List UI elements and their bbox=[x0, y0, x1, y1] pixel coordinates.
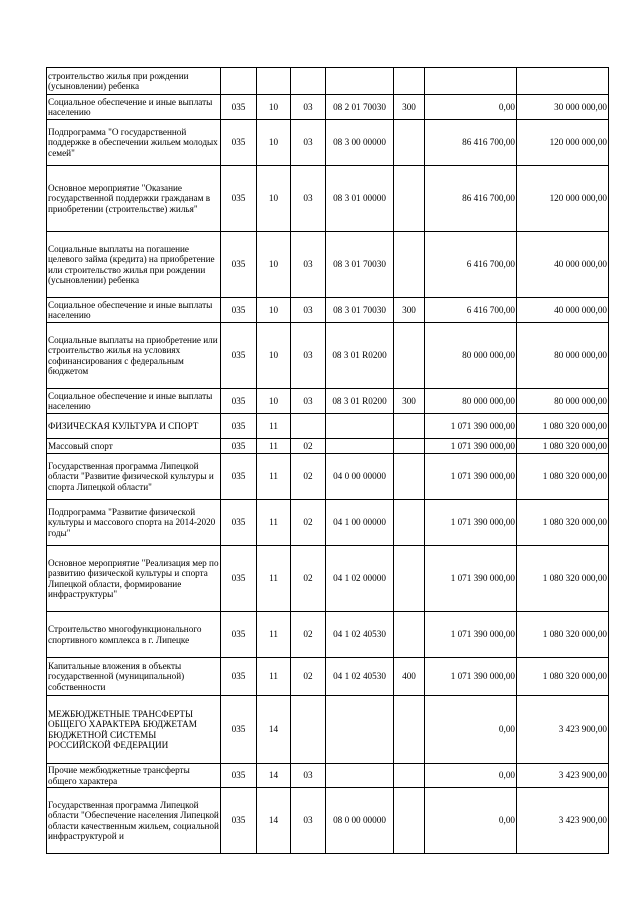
row-name: Строительство многофункционального спортивного комплекса в г. Липецке bbox=[47, 612, 221, 658]
row-amount-year2: 1 080 320 000,00 bbox=[517, 414, 609, 439]
row-subsection: 02 bbox=[291, 500, 326, 546]
row-amount-year1: 6 416 700,00 bbox=[425, 298, 517, 323]
row-amount-year2: 40 000 000,00 bbox=[517, 232, 609, 298]
row-section: 11 bbox=[257, 658, 291, 696]
row-section: 10 bbox=[257, 95, 291, 120]
row-subsection bbox=[291, 68, 326, 95]
row-target-article: 08 3 01 R0200 bbox=[326, 323, 394, 389]
row-section: 11 bbox=[257, 439, 291, 454]
row-amount-year2: 80 000 000,00 bbox=[517, 323, 609, 389]
row-subsection: 03 bbox=[291, 120, 326, 166]
table-row bbox=[47, 232, 609, 298]
row-expense-type bbox=[394, 68, 425, 95]
row-name: Подпрограмма "О государственной поддержке в обеспечении жильем молодых семей" bbox=[47, 120, 221, 166]
row-name: Капитальные вложения в объекты государственной (муниципальной) собственности bbox=[47, 658, 221, 696]
row-code: 035 bbox=[221, 658, 257, 696]
row-expense-type bbox=[394, 696, 425, 764]
row-amount-year1: 86 416 700,00 bbox=[425, 120, 517, 166]
row-target-article bbox=[326, 439, 394, 454]
row-section: 10 bbox=[257, 120, 291, 166]
row-section: 10 bbox=[257, 232, 291, 298]
budget-table-body bbox=[47, 68, 609, 854]
row-section: 14 bbox=[257, 788, 291, 854]
row-subsection: 02 bbox=[291, 612, 326, 658]
row-name: Государственная программа Липецкой области "Развитие физической культуры и спорта Липецкой области" bbox=[47, 454, 221, 500]
row-target-article: 04 1 02 40530 bbox=[326, 658, 394, 696]
row-amount-year1: 1 071 390 000,00 bbox=[425, 546, 517, 612]
table-row bbox=[47, 120, 609, 166]
row-name: Социальное обеспечение и иные выплаты населению bbox=[47, 298, 221, 323]
table-row bbox=[47, 612, 609, 658]
row-expense-type: 400 bbox=[394, 658, 425, 696]
row-code: 035 bbox=[221, 389, 257, 414]
row-amount-year1: 1 071 390 000,00 bbox=[425, 658, 517, 696]
row-subsection: 03 bbox=[291, 95, 326, 120]
row-amount-year1: 6 416 700,00 bbox=[425, 232, 517, 298]
table-row bbox=[47, 500, 609, 546]
row-amount-year2: 120 000 000,00 bbox=[517, 166, 609, 232]
row-target-article bbox=[326, 764, 394, 788]
row-section: 11 bbox=[257, 546, 291, 612]
row-code: 035 bbox=[221, 414, 257, 439]
row-amount-year2: 3 423 900,00 bbox=[517, 764, 609, 788]
row-expense-type bbox=[394, 454, 425, 500]
row-expense-type: 300 bbox=[394, 389, 425, 414]
row-amount-year2 bbox=[517, 68, 609, 95]
row-target-article: 04 1 02 00000 bbox=[326, 546, 394, 612]
table-row bbox=[47, 389, 609, 414]
row-amount-year2: 1 080 320 000,00 bbox=[517, 546, 609, 612]
table-row bbox=[47, 68, 609, 95]
row-section: 10 bbox=[257, 298, 291, 323]
table-row bbox=[47, 764, 609, 788]
row-expense-type bbox=[394, 414, 425, 439]
row-name: Прочие межбюджетные трансферты общего характера bbox=[47, 764, 221, 788]
table-row bbox=[47, 454, 609, 500]
row-subsection: 03 bbox=[291, 788, 326, 854]
row-expense-type bbox=[394, 500, 425, 546]
row-expense-type bbox=[394, 764, 425, 788]
table-row bbox=[47, 546, 609, 612]
row-amount-year1: 1 071 390 000,00 bbox=[425, 612, 517, 658]
row-subsection: 03 bbox=[291, 323, 326, 389]
row-name: Основное мероприятие "Реализация мер по развитию физической культуры и спорта Липецкой области, формирование инфраструктуры" bbox=[47, 546, 221, 612]
row-code: 035 bbox=[221, 298, 257, 323]
row-expense-type bbox=[394, 546, 425, 612]
row-target-article: 08 3 01 00000 bbox=[326, 166, 394, 232]
row-code: 035 bbox=[221, 120, 257, 166]
row-section: 11 bbox=[257, 414, 291, 439]
row-amount-year2: 1 080 320 000,00 bbox=[517, 500, 609, 546]
row-subsection: 02 bbox=[291, 546, 326, 612]
row-name: Социальные выплаты на погашение целевого займа (кредита) на приобретение или строительство жилья при рождении (усыновлении) ребенка bbox=[47, 232, 221, 298]
row-target-article: 08 2 01 70030 bbox=[326, 95, 394, 120]
row-amount-year1: 80 000 000,00 bbox=[425, 389, 517, 414]
row-name: Социальные выплаты на приобретение или строительство жилья на условиях софинансирования с федеральным бюджетом bbox=[47, 323, 221, 389]
row-amount-year1: 1 071 390 000,00 bbox=[425, 500, 517, 546]
row-name: ФИЗИЧЕСКАЯ КУЛЬТУРА И СПОРТ bbox=[47, 414, 221, 439]
row-section: 10 bbox=[257, 323, 291, 389]
row-subsection: 03 bbox=[291, 232, 326, 298]
row-subsection: 03 bbox=[291, 166, 326, 232]
row-expense-type bbox=[394, 788, 425, 854]
row-amount-year1: 1 071 390 000,00 bbox=[425, 454, 517, 500]
row-amount-year1: 0,00 bbox=[425, 788, 517, 854]
row-name: Массовый спорт bbox=[47, 439, 221, 454]
table-row bbox=[47, 95, 609, 120]
row-target-article: 08 0 00 00000 bbox=[326, 788, 394, 854]
budget-table bbox=[46, 67, 609, 854]
row-expense-type bbox=[394, 439, 425, 454]
row-target-article: 08 3 01 70030 bbox=[326, 232, 394, 298]
row-code: 035 bbox=[221, 323, 257, 389]
row-amount-year1: 80 000 000,00 bbox=[425, 323, 517, 389]
row-code: 035 bbox=[221, 546, 257, 612]
row-section bbox=[257, 68, 291, 95]
row-name: строительство жилья при рождении (усыновлении) ребенка bbox=[47, 68, 221, 95]
row-amount-year2: 80 000 000,00 bbox=[517, 389, 609, 414]
row-amount-year2: 120 000 000,00 bbox=[517, 120, 609, 166]
row-section: 11 bbox=[257, 612, 291, 658]
row-amount-year1 bbox=[425, 68, 517, 95]
row-amount-year1: 86 416 700,00 bbox=[425, 166, 517, 232]
row-section: 11 bbox=[257, 500, 291, 546]
row-amount-year2: 1 080 320 000,00 bbox=[517, 439, 609, 454]
row-section: 14 bbox=[257, 696, 291, 764]
row-name: Социальное обеспечение и иные выплаты населению bbox=[47, 95, 221, 120]
row-expense-type bbox=[394, 323, 425, 389]
table-row bbox=[47, 323, 609, 389]
row-code: 035 bbox=[221, 166, 257, 232]
row-subsection: 03 bbox=[291, 389, 326, 414]
row-expense-type: 300 bbox=[394, 95, 425, 120]
row-section: 11 bbox=[257, 454, 291, 500]
row-target-article: 04 0 00 00000 bbox=[326, 454, 394, 500]
row-section: 10 bbox=[257, 389, 291, 414]
row-subsection bbox=[291, 414, 326, 439]
row-code: 035 bbox=[221, 696, 257, 764]
row-code: 035 bbox=[221, 764, 257, 788]
row-amount-year1: 1 071 390 000,00 bbox=[425, 439, 517, 454]
row-target-article: 04 1 02 40530 bbox=[326, 612, 394, 658]
row-amount-year1: 0,00 bbox=[425, 764, 517, 788]
row-amount-year1: 0,00 bbox=[425, 95, 517, 120]
row-amount-year2: 40 000 000,00 bbox=[517, 298, 609, 323]
row-target-article: 08 3 01 70030 bbox=[326, 298, 394, 323]
row-code: 035 bbox=[221, 788, 257, 854]
row-expense-type bbox=[394, 166, 425, 232]
row-target-article: 04 1 00 00000 bbox=[326, 500, 394, 546]
row-section: 10 bbox=[257, 166, 291, 232]
row-name: Социальное обеспечение и иные выплаты населению bbox=[47, 389, 221, 414]
row-code: 035 bbox=[221, 232, 257, 298]
row-expense-type: 300 bbox=[394, 298, 425, 323]
row-subsection: 03 bbox=[291, 298, 326, 323]
row-amount-year2: 1 080 320 000,00 bbox=[517, 454, 609, 500]
row-expense-type bbox=[394, 120, 425, 166]
row-code: 035 bbox=[221, 500, 257, 546]
row-subsection: 02 bbox=[291, 658, 326, 696]
table-row bbox=[47, 298, 609, 323]
row-amount-year1: 0,00 bbox=[425, 696, 517, 764]
row-code bbox=[221, 68, 257, 95]
row-target-article bbox=[326, 414, 394, 439]
row-target-article: 08 3 00 00000 bbox=[326, 120, 394, 166]
row-amount-year2: 1 080 320 000,00 bbox=[517, 612, 609, 658]
row-subsection: 03 bbox=[291, 764, 326, 788]
row-code: 035 bbox=[221, 612, 257, 658]
row-amount-year2: 30 000 000,00 bbox=[517, 95, 609, 120]
row-amount-year1: 1 071 390 000,00 bbox=[425, 414, 517, 439]
row-target-article bbox=[326, 696, 394, 764]
row-amount-year2: 3 423 900,00 bbox=[517, 788, 609, 854]
row-name: Основное мероприятие "Оказание государственной поддержки гражданам в приобретении (строительстве) жилья" bbox=[47, 166, 221, 232]
row-name: Подпрограмма "Развитие физической культуры и массового спорта на 2014-2020 годы" bbox=[47, 500, 221, 546]
row-expense-type bbox=[394, 232, 425, 298]
row-target-article bbox=[326, 68, 394, 95]
table-row bbox=[47, 439, 609, 454]
row-code: 035 bbox=[221, 439, 257, 454]
table-row bbox=[47, 696, 609, 764]
row-expense-type bbox=[394, 612, 425, 658]
row-name: МЕЖБЮДЖЕТНЫЕ ТРАНСФЕРТЫ ОБЩЕГО ХАРАКТЕРА БЮДЖЕТАМ БЮДЖЕТНОЙ СИСТЕМЫ РОССИЙСКОЙ ФЕДЕРАЦИИ bbox=[47, 696, 221, 764]
row-name: Государственная программа Липецкой области "Обеспечение населения Липецкой области качественным жильем, социальной инфраструктурой и bbox=[47, 788, 221, 854]
table-row bbox=[47, 414, 609, 439]
row-subsection: 02 bbox=[291, 454, 326, 500]
row-section: 14 bbox=[257, 764, 291, 788]
row-subsection bbox=[291, 696, 326, 764]
row-target-article: 08 3 01 R0200 bbox=[326, 389, 394, 414]
row-code: 035 bbox=[221, 95, 257, 120]
table-row bbox=[47, 788, 609, 854]
row-subsection: 02 bbox=[291, 439, 326, 454]
table-row bbox=[47, 658, 609, 696]
row-amount-year2: 1 080 320 000,00 bbox=[517, 658, 609, 696]
table-row bbox=[47, 166, 609, 232]
row-amount-year2: 3 423 900,00 bbox=[517, 696, 609, 764]
row-code: 035 bbox=[221, 454, 257, 500]
